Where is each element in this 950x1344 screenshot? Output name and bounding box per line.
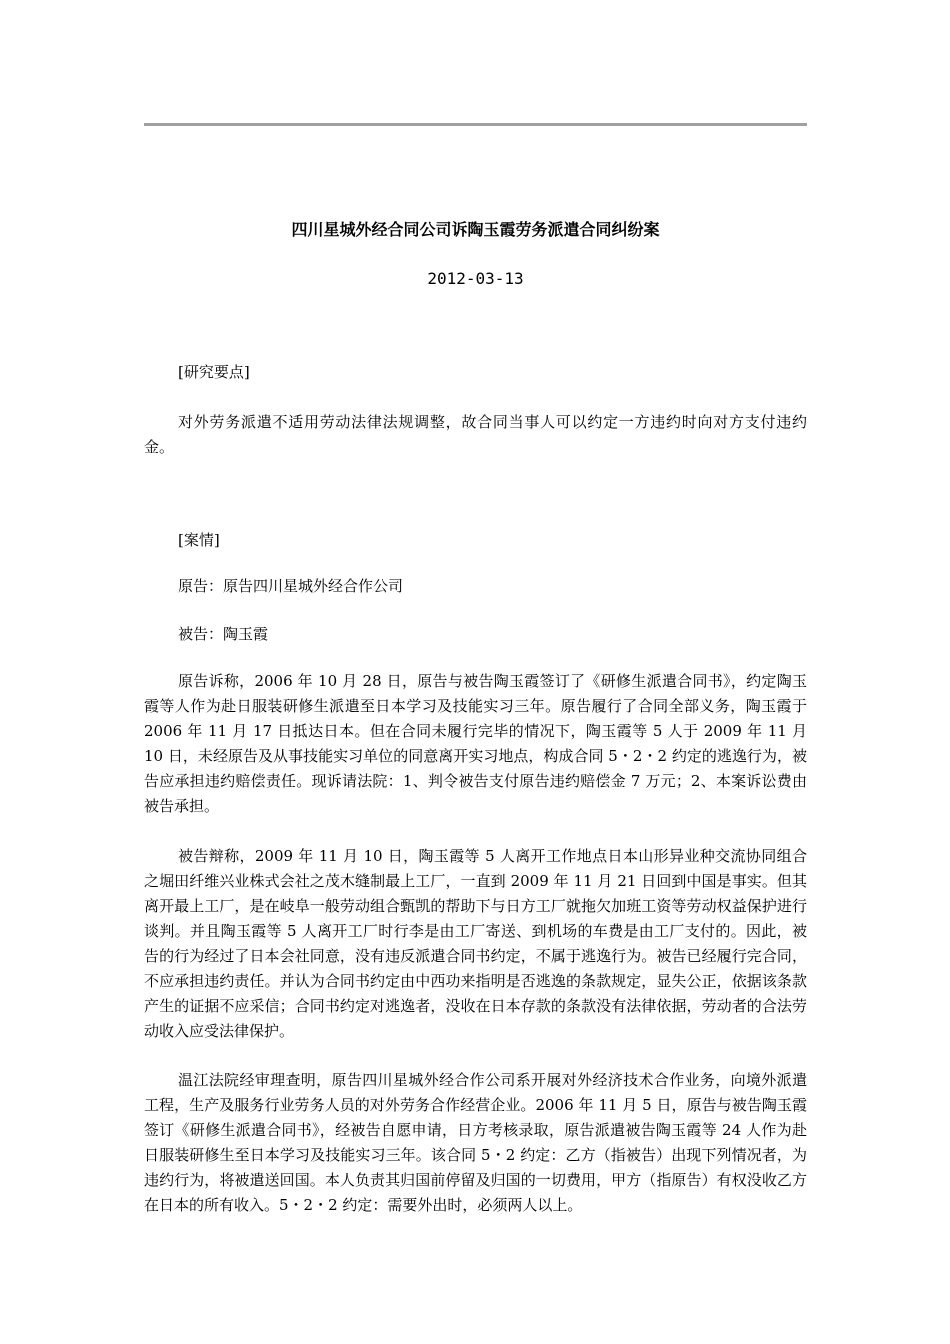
document-date: 2012-03-13 bbox=[427, 269, 524, 288]
case-heading: [案情] bbox=[178, 531, 220, 549]
court-findings-paragraph: 温江法院经审理查明，原告四川星城外经合作公司系开展对外经济技术合作业务，向境外派遣工程，生产及服务行业劳务人员的对外劳务合作经营企业。2006 年 11 月 5 日，原告与被告陶玉霞签订《研修生派遣合同书》，经被告自愿申请，日方考核录取，原告派遣被告陶玉霞等 24 人作为赴日服装研修生至日本学习及技能实习三年。该合同 5・2 约定：乙方（指被告）出现下列情况者，为违约行为，将被遣送回国。本人负责其归国前停留及归国的一切费用，甲方（指原告）有权没收乙方在日本的所有收入。5・2・2 约定：需要外出时，必须两人以上。 bbox=[144, 1071, 807, 1214]
plaintiff-line: 原告：原告四川星城外经合作公司 bbox=[178, 577, 404, 595]
defendant-line: 被告：陶玉霞 bbox=[178, 625, 269, 643]
document-title: 四川星城外经合同公司诉陶玉霞劳务派遣合同纠纷案 bbox=[291, 220, 660, 239]
research-text: 对外劳务派遣不适用劳动法律法规调整，故合同当事人可以约定一方违约时向对方支付违约金。 bbox=[144, 413, 807, 456]
plaintiff-claim-paragraph: 原告诉称，2006 年 10 月 28 日，原告与被告陶玉霞签订了《研修生派遣合同书》，约定陶玉霞等人作为赴日服装研修生派遣至日本学习及技能实习三年。原告履行了合同全部义务，陶玉霞于 2006 年 11 月 17 日抵达日本。但在合同未履行完毕的情况下，陶玉霞等 5 人于 2009 年 11 月 10 日，未经原告及从事技能实习单位的同意离开实习地点，构成合同 5・2・2 约定的逃逸行为，被告应承担违约赔偿责任。现诉请法院：1、判令被告支付原告违约赔偿金 7 万元；2、本案诉讼费由被告承担。 bbox=[144, 672, 807, 815]
top-divider bbox=[144, 123, 807, 126]
research-heading: [研究要点] bbox=[178, 363, 250, 381]
defendant-defense-paragraph: 被告辩称，2009 年 11 月 10 日，陶玉霞等 5 人离开工作地点日本山形异业种交流协同组合之堀田纤维兴业株式会社之茂木缝制最上工厂，一直到 2009 年 11 月 21 日回到中国是事实。但其离开最上工厂，是在岐阜一般劳动组合甄凯的帮助下与日方工厂就拖欠加班工资等劳动权益保护进行谈判。并且陶玉霞等 5 人离开工厂时行李是由工厂寄送、到机场的车费是由工厂支付的。因此，被告的行为经过了日本会社同意，没有违反派遣合同书约定，不属于逃逸行为。被告已经履行完合同，不应承担违约责任。并认为合同书约定由中西功来指明是否逃逸的条款规定，显失公正，依据该条款产生的证据不应采信；合同书约定对逃逸者，没收在日本存款的条款没有法律依据，劳动者的合法劳动收入应受法律保护。 bbox=[144, 847, 807, 1040]
